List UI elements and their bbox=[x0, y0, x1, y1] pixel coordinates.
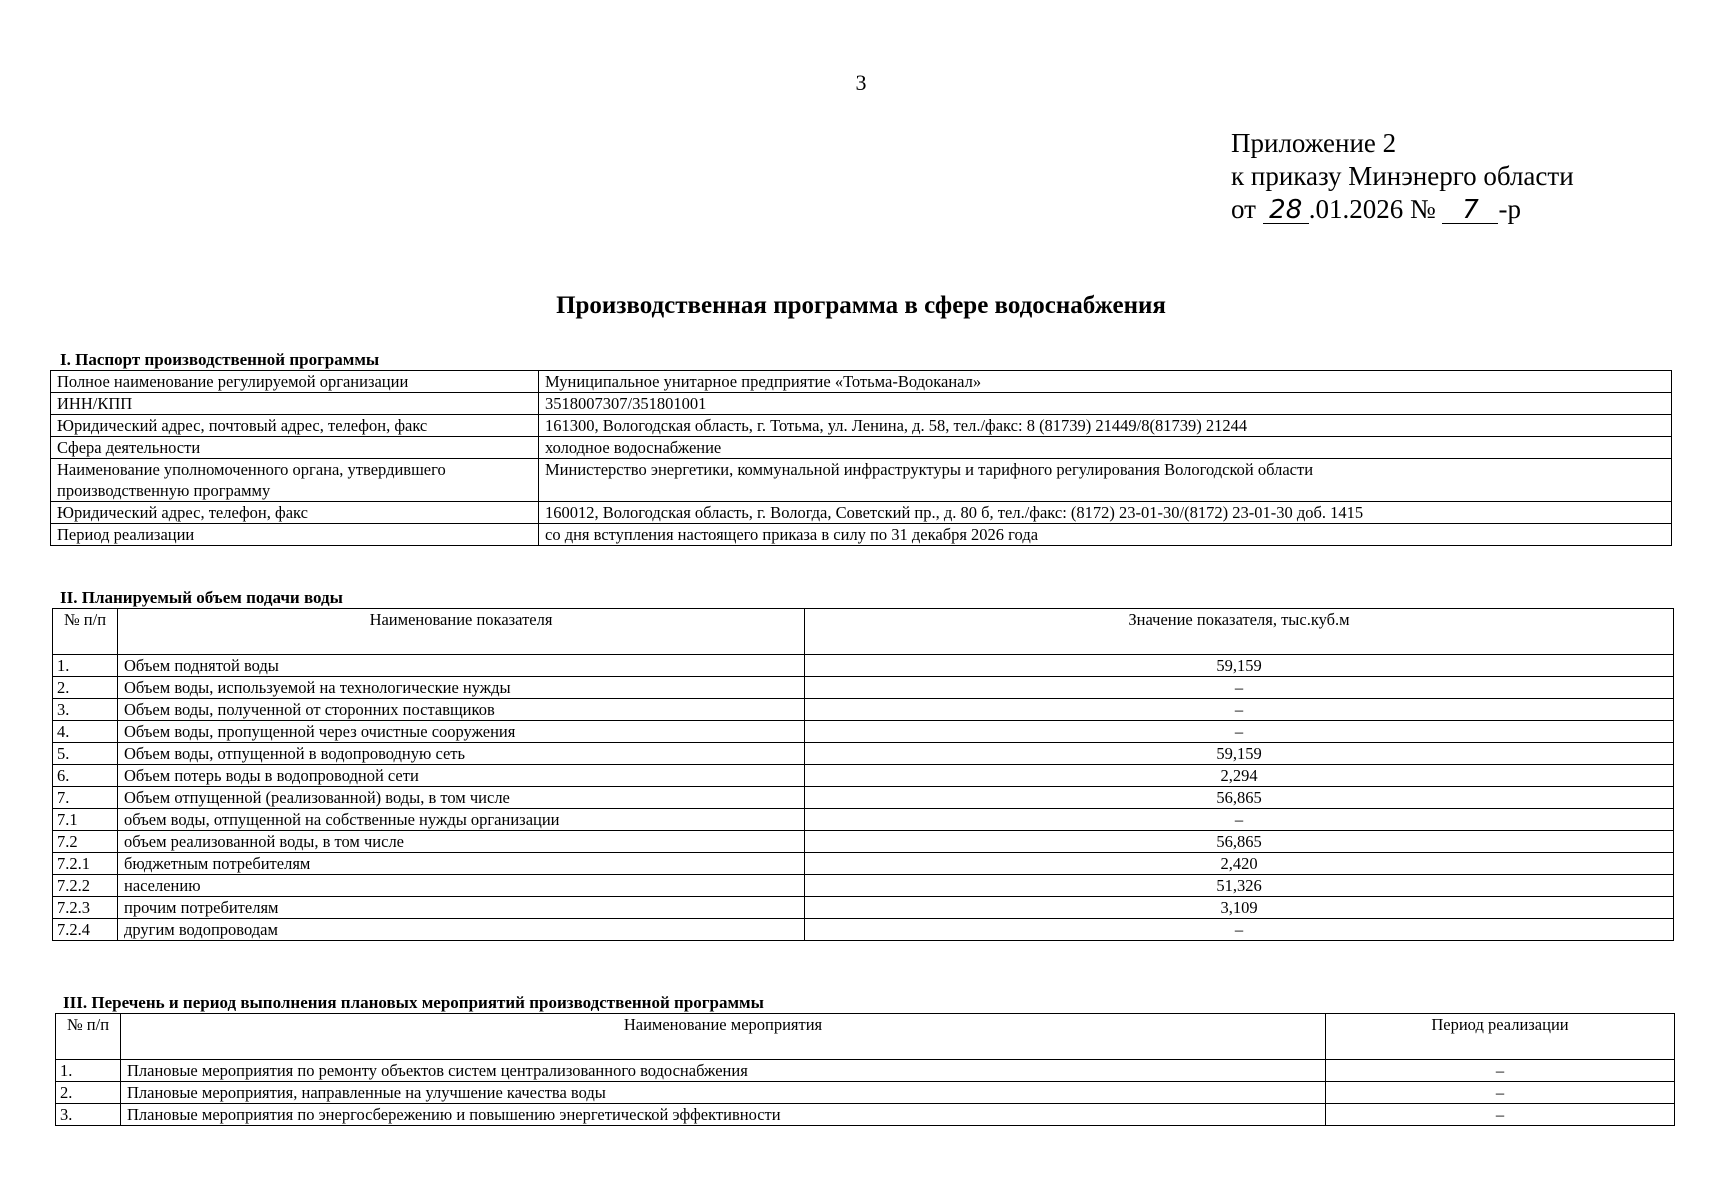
appendix-line-2: к приказу Минэнерго области bbox=[1231, 161, 1574, 191]
header-indicator-name: Наименование показателя bbox=[118, 609, 805, 655]
passport-label: Наименование уполномоченного органа, утвердившего производственную программу bbox=[51, 459, 539, 502]
row-indicator-value: 56,865 bbox=[805, 787, 1674, 809]
row-indicator-name: Объем воды, используемой на технологические нужды bbox=[118, 677, 805, 699]
passport-label: Полное наименование регулируемой организации bbox=[51, 371, 539, 393]
row-num: 7.2.2 bbox=[53, 875, 118, 897]
passport-label: Период реализации bbox=[51, 524, 539, 546]
table-row bbox=[53, 743, 1674, 765]
page-number: 3 bbox=[855, 70, 867, 95]
row-indicator-name: Объем воды, полученной от сторонних поставщиков bbox=[118, 699, 805, 721]
row-measure-name: Плановые мероприятия по энергосбережению и повышению энергетической эффективности bbox=[121, 1104, 1326, 1126]
row-measure-name: Плановые мероприятия, направленные на улучшение качества воды bbox=[121, 1082, 1326, 1104]
row-period: – bbox=[1326, 1082, 1675, 1104]
table-row bbox=[51, 459, 1672, 502]
table-row bbox=[53, 831, 1674, 853]
header-num: № п/п bbox=[53, 609, 118, 655]
row-num: 3. bbox=[56, 1104, 121, 1126]
row-num: 7.2.1 bbox=[53, 853, 118, 875]
row-measure-name: Плановые мероприятия по ремонту объектов систем централизованного водоснабжения bbox=[121, 1060, 1326, 1082]
header-measure-name: Наименование мероприятия bbox=[121, 1014, 1326, 1060]
table-row bbox=[56, 1104, 1675, 1126]
table-row bbox=[53, 699, 1674, 721]
passport-value: 161300, Вологодская область, г. Тотьма, ул. Ленина, д. 58, тел./факс: 8 (81739) 21449/8(81739) 21244 bbox=[539, 415, 1672, 437]
appendix-date-line bbox=[1231, 193, 1574, 226]
row-indicator-name: объем воды, отпущенной на собственные нужды организации bbox=[118, 809, 805, 831]
table-row bbox=[51, 437, 1672, 459]
passport-value: холодное водоснабжение bbox=[539, 437, 1672, 459]
row-indicator-value: – bbox=[805, 919, 1674, 941]
table-row bbox=[51, 415, 1672, 437]
table-row bbox=[53, 721, 1674, 743]
header-num: № п/п bbox=[56, 1014, 121, 1060]
passport-label: ИНН/КПП bbox=[51, 393, 539, 415]
water-volume-table bbox=[52, 608, 1674, 941]
row-indicator-value: 59,159 bbox=[805, 655, 1674, 677]
table-row bbox=[53, 875, 1674, 897]
row-indicator-value: – bbox=[805, 809, 1674, 831]
section-3-title: III. Перечень и период выполнения плановых мероприятий производственной программы bbox=[63, 993, 764, 1012]
passport-label: Сфера деятельности bbox=[51, 437, 539, 459]
table-row bbox=[51, 393, 1672, 415]
row-num: 2. bbox=[56, 1082, 121, 1104]
row-indicator-name: другим водопроводам bbox=[118, 919, 805, 941]
row-indicator-name: населению bbox=[118, 875, 805, 897]
row-num: 6. bbox=[53, 765, 118, 787]
row-num: 7.2 bbox=[53, 831, 118, 853]
row-num: 7.1 bbox=[53, 809, 118, 831]
passport-value: Муниципальное унитарное предприятие «Тотьма-Водоканал» bbox=[539, 371, 1672, 393]
row-indicator-name: Объем воды, пропущенной через очистные сооружения bbox=[118, 721, 805, 743]
row-indicator-value: 2,420 bbox=[805, 853, 1674, 875]
table-row bbox=[53, 919, 1674, 941]
row-indicator-name: Объем поднятой воды bbox=[118, 655, 805, 677]
table-row bbox=[53, 655, 1674, 677]
passport-table bbox=[50, 370, 1672, 546]
row-num: 3. bbox=[53, 699, 118, 721]
order-suffix: -р bbox=[1498, 194, 1521, 224]
table-row bbox=[53, 853, 1674, 875]
table-row bbox=[53, 787, 1674, 809]
row-indicator-value: – bbox=[805, 699, 1674, 721]
appendix-block bbox=[1231, 127, 1574, 226]
appendix-line-1: Приложение 2 bbox=[1231, 128, 1397, 158]
passport-label: Юридический адрес, телефон, факс bbox=[51, 502, 539, 524]
table-row bbox=[53, 897, 1674, 919]
row-num: 1. bbox=[56, 1060, 121, 1082]
row-indicator-name: бюджетным потребителям bbox=[118, 853, 805, 875]
handwritten-day: 28 bbox=[1263, 197, 1309, 224]
row-period: – bbox=[1326, 1060, 1675, 1082]
row-num: 7. bbox=[53, 787, 118, 809]
passport-label: Юридический адрес, почтовый адрес, телефон, факс bbox=[51, 415, 539, 437]
table-row bbox=[51, 524, 1672, 546]
row-indicator-name: Объем отпущенной (реализованной) воды, в том числе bbox=[118, 787, 805, 809]
passport-value: 160012, Вологодская область, г. Вологда, Советский пр., д. 80 б, тел./факс: (8172) 23-01-30/(8172) 23-01-30 доб. 1415 bbox=[539, 502, 1672, 524]
table-row bbox=[53, 809, 1674, 831]
table-row bbox=[53, 765, 1674, 787]
row-indicator-value: 56,865 bbox=[805, 831, 1674, 853]
table-row bbox=[56, 1060, 1675, 1082]
row-indicator-name: прочим потребителям bbox=[118, 897, 805, 919]
row-indicator-name: Объем потерь воды в водопроводной сети bbox=[118, 765, 805, 787]
section-2-title: II. Планируемый объем подачи воды bbox=[60, 588, 343, 607]
row-indicator-value: 59,159 bbox=[805, 743, 1674, 765]
header-period: Период реализации bbox=[1326, 1014, 1675, 1060]
row-indicator-value: – bbox=[805, 677, 1674, 699]
row-num: 2. bbox=[53, 677, 118, 699]
row-num: 1. bbox=[53, 655, 118, 677]
section-1-title: I. Паспорт производственной программы bbox=[60, 350, 380, 369]
row-indicator-value: 3,109 bbox=[805, 897, 1674, 919]
passport-value: 3518007307/351801001 bbox=[539, 393, 1672, 415]
table-header-row bbox=[53, 609, 1674, 655]
row-num: 5. bbox=[53, 743, 118, 765]
table-header-row bbox=[56, 1014, 1675, 1060]
row-indicator-value: – bbox=[805, 721, 1674, 743]
table-row bbox=[51, 371, 1672, 393]
header-indicator-value: Значение показателя, тыс.куб.м bbox=[805, 609, 1674, 655]
row-num: 7.2.4 bbox=[53, 919, 118, 941]
table-row bbox=[53, 677, 1674, 699]
row-indicator-name: объем реализованной воды, в том числе bbox=[118, 831, 805, 853]
date-prefix: от bbox=[1231, 194, 1256, 224]
row-num: 7.2.3 bbox=[53, 897, 118, 919]
row-num: 4. bbox=[53, 721, 118, 743]
row-period: – bbox=[1326, 1104, 1675, 1126]
handwritten-order-number: 7 bbox=[1442, 197, 1498, 224]
row-indicator-name: Объем воды, отпущенной в водопроводную сеть bbox=[118, 743, 805, 765]
measures-table bbox=[55, 1013, 1675, 1126]
row-indicator-value: 2,294 bbox=[805, 765, 1674, 787]
passport-value: Министерство энергетики, коммунальной инфраструктуры и тарифного регулирования Вологодской области bbox=[539, 459, 1672, 502]
passport-value: со дня вступления настоящего приказа в силу по 31 декабря 2026 года bbox=[539, 524, 1672, 546]
table-row bbox=[51, 502, 1672, 524]
row-indicator-value: 51,326 bbox=[805, 875, 1674, 897]
table-row bbox=[56, 1082, 1675, 1104]
date-rest: .01.2026 № bbox=[1308, 194, 1436, 224]
document-title: Производственная программа в сфере водоснабжения bbox=[556, 292, 1166, 319]
